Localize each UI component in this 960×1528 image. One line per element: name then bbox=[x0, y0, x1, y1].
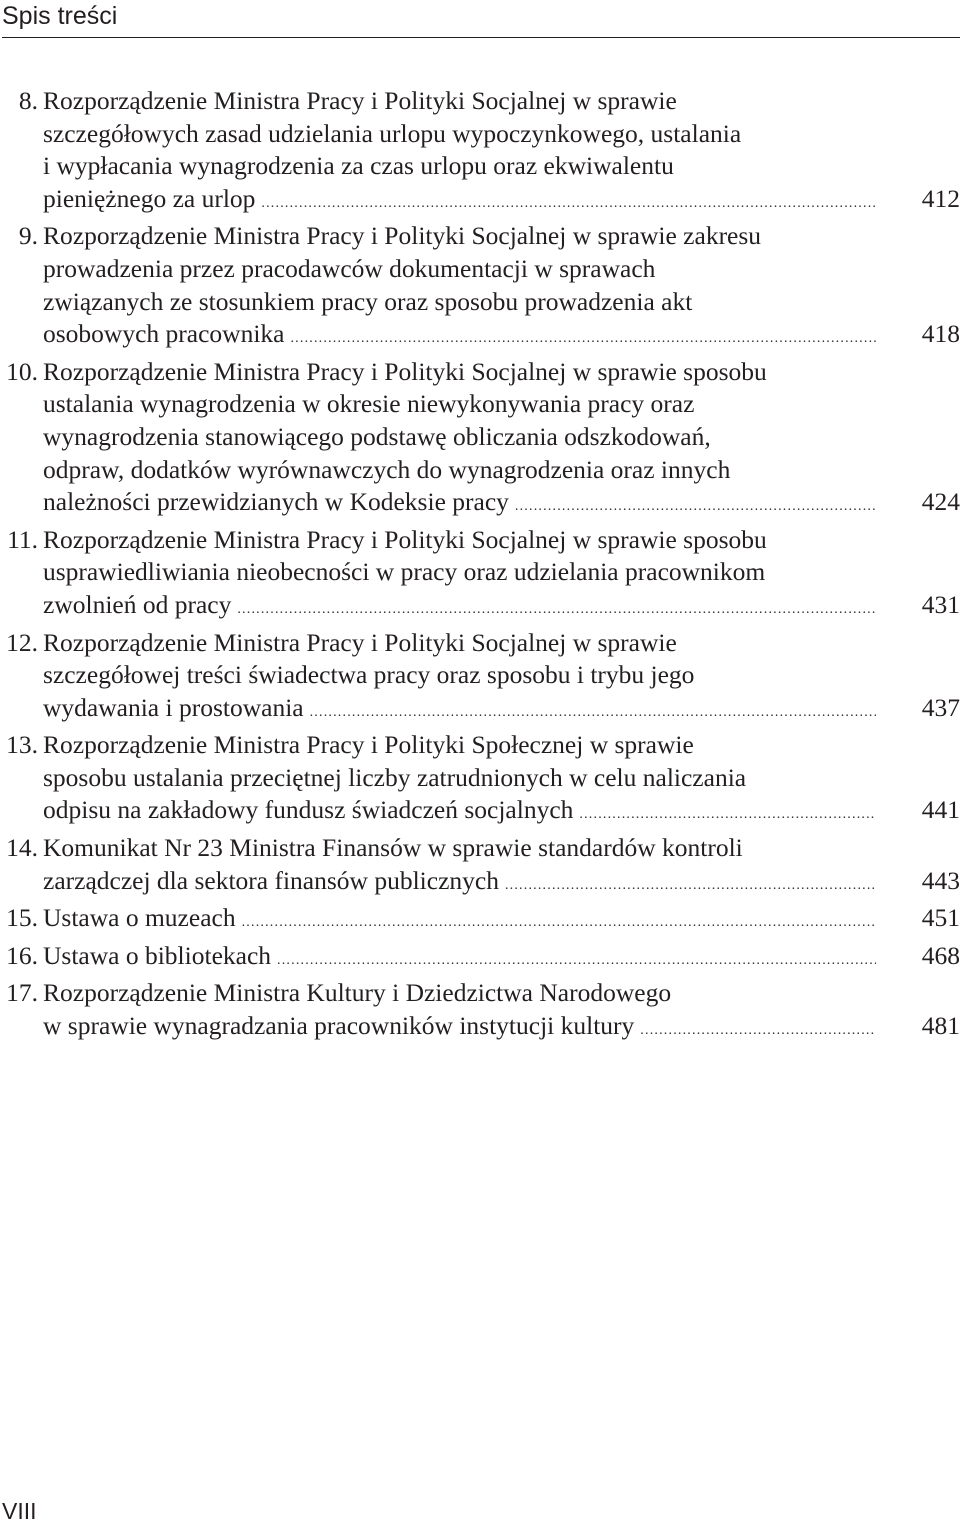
toc-entry-number: 8. bbox=[18, 86, 38, 115]
toc-entry-title-end: Ustawa o bibliotekach bbox=[43, 940, 272, 970]
table-of-contents bbox=[0, 85, 960, 1048]
toc-entry-page-number: 418 bbox=[921, 319, 960, 349]
toc-entry bbox=[0, 940, 960, 978]
toc-entry-number-cell bbox=[0, 729, 43, 762]
toc-entry-last-line bbox=[43, 318, 960, 356]
toc-entry-title-end: Ustawa o muzeach bbox=[43, 903, 236, 933]
toc-entry-number-cell bbox=[0, 940, 43, 973]
toc-entry-line: usprawiedliwiania nieobecności w pracy oraz udzielania pracownikom bbox=[43, 557, 766, 587]
toc-entry-page-number: 443 bbox=[921, 865, 960, 895]
toc-entry-line: szczegółowych zasad udzielania urlopu wypoczynkowego, ustalania bbox=[43, 118, 742, 148]
toc-entry-line: wynagrodzenia stanowiącego podstawę obliczania odszkodowań, bbox=[43, 421, 711, 451]
toc-entry-title-end: w sprawie wynagradzania pracowników instytucji kultury bbox=[43, 1011, 635, 1041]
dot-leader bbox=[640, 1015, 876, 1048]
toc-entry-title-end: zarządczej dla sektora finansów publicznych bbox=[43, 865, 499, 895]
dot-leader bbox=[277, 945, 876, 978]
toc-entry-title-end: zwolnień od pracy bbox=[43, 589, 232, 619]
toc-entry-last-line bbox=[43, 183, 960, 221]
toc-entry-line: Rozporządzenie Ministra Pracy i Polityki Socjalnej w sprawie bbox=[43, 627, 677, 657]
dot-leader bbox=[290, 323, 876, 356]
toc-entry-page-number: 424 bbox=[921, 487, 960, 517]
toc-entry-last-line bbox=[43, 865, 960, 903]
toc-entry-last-line bbox=[43, 692, 960, 730]
dot-leader bbox=[310, 697, 876, 730]
toc-entry-number: 13. bbox=[6, 730, 38, 760]
toc-entry-last-line bbox=[43, 589, 960, 627]
page-title: Spis treści bbox=[2, 2, 118, 30]
toc-entry bbox=[0, 356, 960, 524]
page-header bbox=[2, 0, 960, 38]
dot-leader bbox=[242, 907, 876, 940]
toc-entry-last-line bbox=[43, 902, 960, 940]
dot-leader bbox=[515, 491, 876, 524]
toc-entry-title-end: wydawania i prostowania bbox=[43, 692, 304, 722]
toc-entry bbox=[0, 902, 960, 940]
dot-leader bbox=[505, 870, 876, 903]
toc-entry-number-cell bbox=[0, 85, 43, 118]
toc-entry-line: prowadzenia przez pracodawców dokumentacji w sprawach bbox=[43, 253, 656, 283]
toc-entry bbox=[0, 220, 960, 355]
toc-entry-line: Rozporządzenie Ministra Pracy i Polityki Socjalnej w sprawie sposobu bbox=[43, 356, 767, 386]
toc-entry-title-end: należności przewidzianych w Kodeksie pracy bbox=[43, 487, 509, 517]
dot-leader bbox=[579, 799, 876, 832]
toc-entry-title-end: osobowych pracownika bbox=[43, 319, 285, 349]
toc-entry-line: Rozporządzenie Ministra Kultury i Dziedzictwa Narodowego bbox=[43, 978, 672, 1008]
toc-entry-page-number: 468 bbox=[921, 940, 960, 970]
dot-leader bbox=[237, 594, 876, 627]
dot-leader bbox=[261, 188, 876, 221]
toc-entry-number-cell bbox=[0, 356, 43, 389]
toc-entry-title-end: odpisu na zakładowy fundusz świadczeń socjalnych bbox=[43, 795, 574, 825]
toc-entry-last-line bbox=[43, 1010, 960, 1048]
toc-entry-number: 15. bbox=[6, 903, 38, 933]
toc-entry-number-cell bbox=[0, 832, 43, 865]
toc-entry-page-number: 451 bbox=[921, 903, 960, 933]
toc-entry-page-number: 441 bbox=[921, 795, 960, 825]
toc-entry-line: Rozporządzenie Ministra Pracy i Polityki Społecznej w sprawie bbox=[43, 730, 694, 760]
toc-entry bbox=[0, 85, 960, 220]
toc-entry bbox=[0, 832, 960, 902]
toc-entry bbox=[0, 977, 960, 1047]
toc-entry-line: i wypłacania wynagrodzenia za czas urlopu oraz ekwiwalentu bbox=[43, 151, 674, 181]
page-number: VIII bbox=[2, 1498, 37, 1524]
toc-entry-number: 12. bbox=[6, 627, 38, 657]
toc-entry-line: Rozporządzenie Ministra Pracy i Polityki Socjalnej w sprawie sposobu bbox=[43, 524, 767, 554]
toc-entry-number: 17. bbox=[6, 978, 38, 1008]
toc-entry-line: Rozporządzenie Ministra Pracy i Polityki Socjalnej w sprawie bbox=[43, 86, 677, 115]
toc-entry-number: 11. bbox=[7, 524, 38, 554]
toc-entry-title-end: pieniężnego za urlop bbox=[43, 183, 256, 213]
toc-entry-number-cell bbox=[0, 627, 43, 660]
toc-entry-line: Komunikat Nr 23 Ministra Finansów w sprawie standardów kontroli bbox=[43, 833, 743, 863]
toc-entry-page-number: 437 bbox=[921, 692, 960, 722]
toc-entry-number-cell bbox=[0, 977, 43, 1010]
toc-entry-number: 16. bbox=[6, 940, 38, 970]
toc-entry-number: 9. bbox=[18, 221, 38, 251]
toc-entry-last-line bbox=[43, 940, 960, 978]
toc-entry-line: ustalania wynagrodzenia w okresie niewykonywania pracy oraz bbox=[43, 389, 695, 419]
toc-entry-line: związanych ze stosunkiem pracy oraz sposobu prowadzenia akt bbox=[43, 286, 693, 316]
toc-entry-page-number: 431 bbox=[921, 589, 960, 619]
toc-entry bbox=[0, 627, 960, 730]
toc-entry-number-cell bbox=[0, 220, 43, 253]
toc-entry bbox=[0, 524, 960, 627]
toc-entry-last-line bbox=[43, 486, 960, 524]
toc-entry-page-number: 412 bbox=[921, 183, 960, 213]
toc-entry-number-cell bbox=[0, 902, 43, 935]
toc-entry-line: Rozporządzenie Ministra Pracy i Polityki Socjalnej w sprawie zakresu bbox=[43, 221, 762, 251]
toc-entry-page-number: 481 bbox=[921, 1011, 960, 1041]
toc-entry-number-cell bbox=[0, 524, 43, 557]
toc-entry-last-line bbox=[43, 794, 960, 832]
toc-entry-number: 10. bbox=[6, 356, 38, 386]
toc-entry-line: odpraw, dodatków wyrównawczych do wynagrodzenia oraz innych bbox=[43, 454, 731, 484]
toc-entry-line: sposobu ustalania przeciętnej liczby zatrudnionych w celu naliczania bbox=[43, 762, 747, 792]
toc-entry bbox=[0, 729, 960, 832]
toc-entry-line: szczegółowej treści świadectwa pracy oraz sposobu i trybu jego bbox=[43, 660, 695, 690]
toc-entry-number: 14. bbox=[6, 833, 38, 863]
